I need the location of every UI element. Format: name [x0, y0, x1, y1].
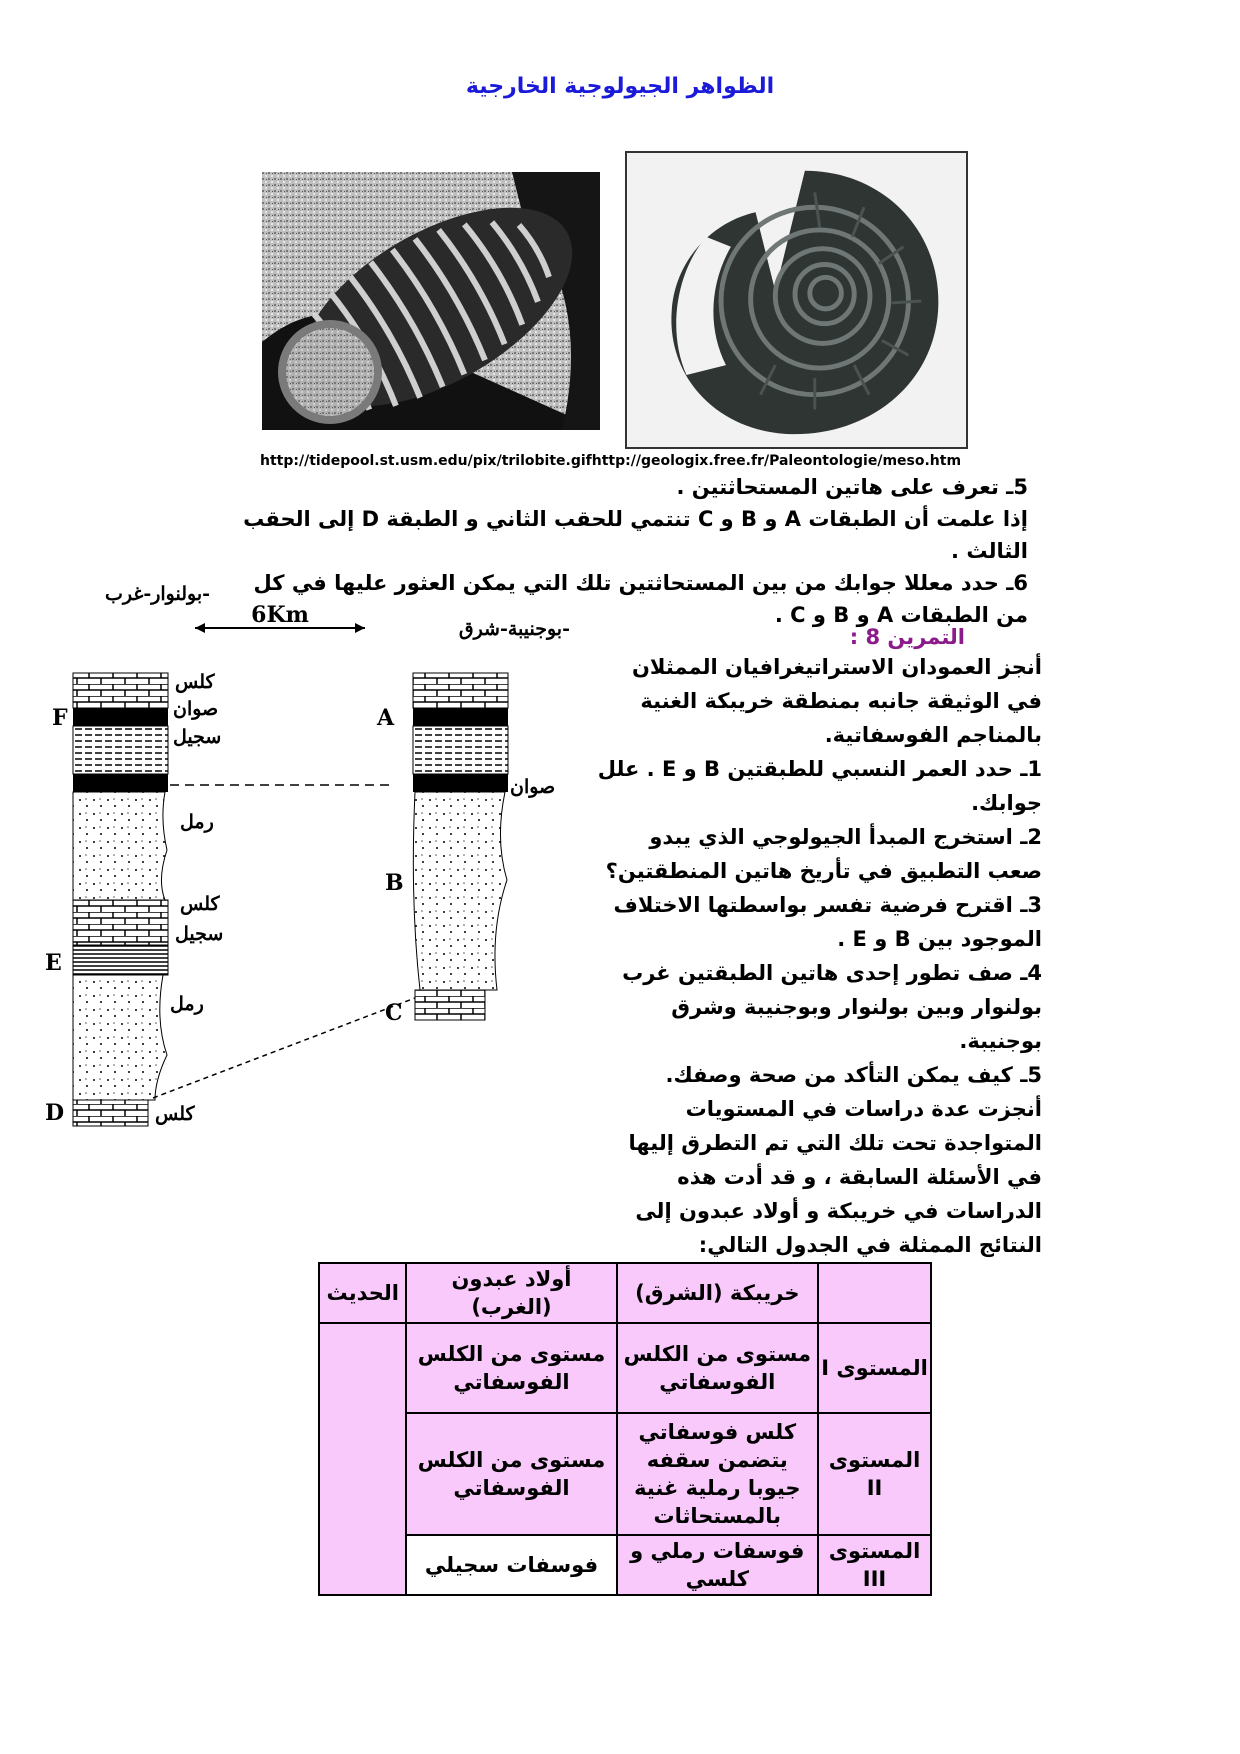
- label-shale: سجيل: [173, 726, 222, 748]
- header-west: أولاد عبدون (الغرب): [406, 1263, 616, 1323]
- west-column: [73, 673, 168, 1126]
- table-row: [319, 1323, 931, 1413]
- exercise-question-2: 2ـ استخرج المبدأ الجيولوجي الذي يبدو صعب التطبيق في تأريخ هاتين المنطقتين؟: [605, 825, 1042, 883]
- header-east: بوجنيبة-شرق-: [458, 618, 570, 640]
- layer-D: D: [45, 1100, 65, 1126]
- label-limestone: كلس: [175, 671, 215, 693]
- header-empty: [818, 1263, 931, 1323]
- exercise-question-3: 3ـ اقترح فرضية تفسر بواسطتها الاختلاف الموجود بين B و E .: [613, 893, 1042, 951]
- question-context: إذا علمت أن الطبقات A و B و C تنتمي للحقب الثاني و الطبقة D إلى الحقب الثالث .: [243, 507, 1028, 563]
- ammonite-fossil-image: [625, 151, 968, 449]
- east-column: [413, 673, 508, 1020]
- label-limestone: كلس: [180, 893, 220, 915]
- results-table: [318, 1262, 932, 1596]
- stratigraphic-columns-diagram: [35, 583, 580, 1130]
- label-limestone: كلس: [155, 1103, 195, 1125]
- header-east: خريبكة (الشرق): [617, 1263, 818, 1323]
- row-east: كلس فوسفاتي يتضمن سقفه جيوبا رملية غنية بالمستحاثات: [617, 1413, 818, 1535]
- layer-C: C: [385, 1000, 403, 1026]
- distance-label: 6Km: [251, 602, 309, 628]
- row-east: مستوى من الكلس الفوسفاتي: [617, 1323, 818, 1413]
- exercise-question-5: 5ـ كيف يمكن التأكد من صحة وصفك.: [665, 1063, 1042, 1087]
- label-chert-east: صوان: [510, 776, 556, 798]
- table-row: [319, 1413, 931, 1535]
- trilobite-fossil-image: [262, 172, 600, 430]
- exercise-question-4: 4ـ صف تطور إحدى هاتين الطبقتين غرب بولنوار وبين بولنوار وبوجنيبة وشرق بوجنيبة.: [622, 961, 1042, 1053]
- row-west: مستوى من الكلس الفوسفاتي: [406, 1323, 616, 1413]
- label-sand: رمل: [170, 993, 204, 1015]
- header-modern: الحديث: [319, 1263, 406, 1323]
- header-west: بولنوار-غرب-: [105, 583, 210, 605]
- exercise-8-title: التمرين 8 :: [849, 625, 965, 649]
- row-level: المستوى II: [818, 1413, 931, 1535]
- layer-A: A: [377, 705, 395, 731]
- image-source-urls: http://tidepool.st.usm.edu/pix/trilobite.gifhttp://geologix.free.fr/Paleontologie/meso.htm: [260, 453, 962, 469]
- layer-F: F: [52, 705, 68, 731]
- label-chert: صوان: [173, 698, 219, 720]
- row-level: المستوى I: [818, 1323, 931, 1413]
- exercise-intro: أنجز العمودان الاستراتيغرافيان الممثلان في الوثيقة جانبه بمنطقة خريبكة الغنية بالمناجم الفوسفاتية.: [631, 655, 1042, 747]
- row-east: فوسفات رملي و كلسي: [617, 1535, 818, 1595]
- page-title: الظواهر الجيولوجية الخارجية: [465, 74, 775, 99]
- exercise-8-text: [592, 650, 1042, 1262]
- layer-B: B: [385, 870, 404, 896]
- exercise-question-1: 1ـ حدد العمر النسبي للطبقتين B و E . علل جوابك.: [597, 757, 1042, 815]
- row-level: المستوى III: [818, 1535, 931, 1595]
- table-row: [319, 1535, 931, 1595]
- table-header-row: [319, 1263, 931, 1323]
- label-sand: رمل: [180, 811, 214, 833]
- question-6-determine: 6ـ حدد معللا جوابك من بين المستحاثتين تلك التي يمكن العثور عليها في كل من الطبقات A و B و C .: [253, 571, 1028, 627]
- modern-cell: [319, 1323, 406, 1595]
- layer-E: E: [45, 950, 62, 976]
- question-5-identify: 5ـ تعرف على هاتين المستحاثتين .: [676, 475, 1028, 499]
- exercise-table-intro: أنجزت عدة دراسات في المستويات المتواجدة تحت تلك التي تم التطرق إليها في الأسئلة السابقة ، و قد أدت هذه الدراسات في خريبكة و أولاد عبدون إلى النتائج الممثلة في الجدول التالي:: [628, 1097, 1042, 1257]
- row-west: مستوى من الكلس الفوسفاتي: [406, 1413, 616, 1535]
- label-shale: سجيل: [175, 923, 224, 945]
- row-west: فوسفات سجيلي: [406, 1535, 616, 1595]
